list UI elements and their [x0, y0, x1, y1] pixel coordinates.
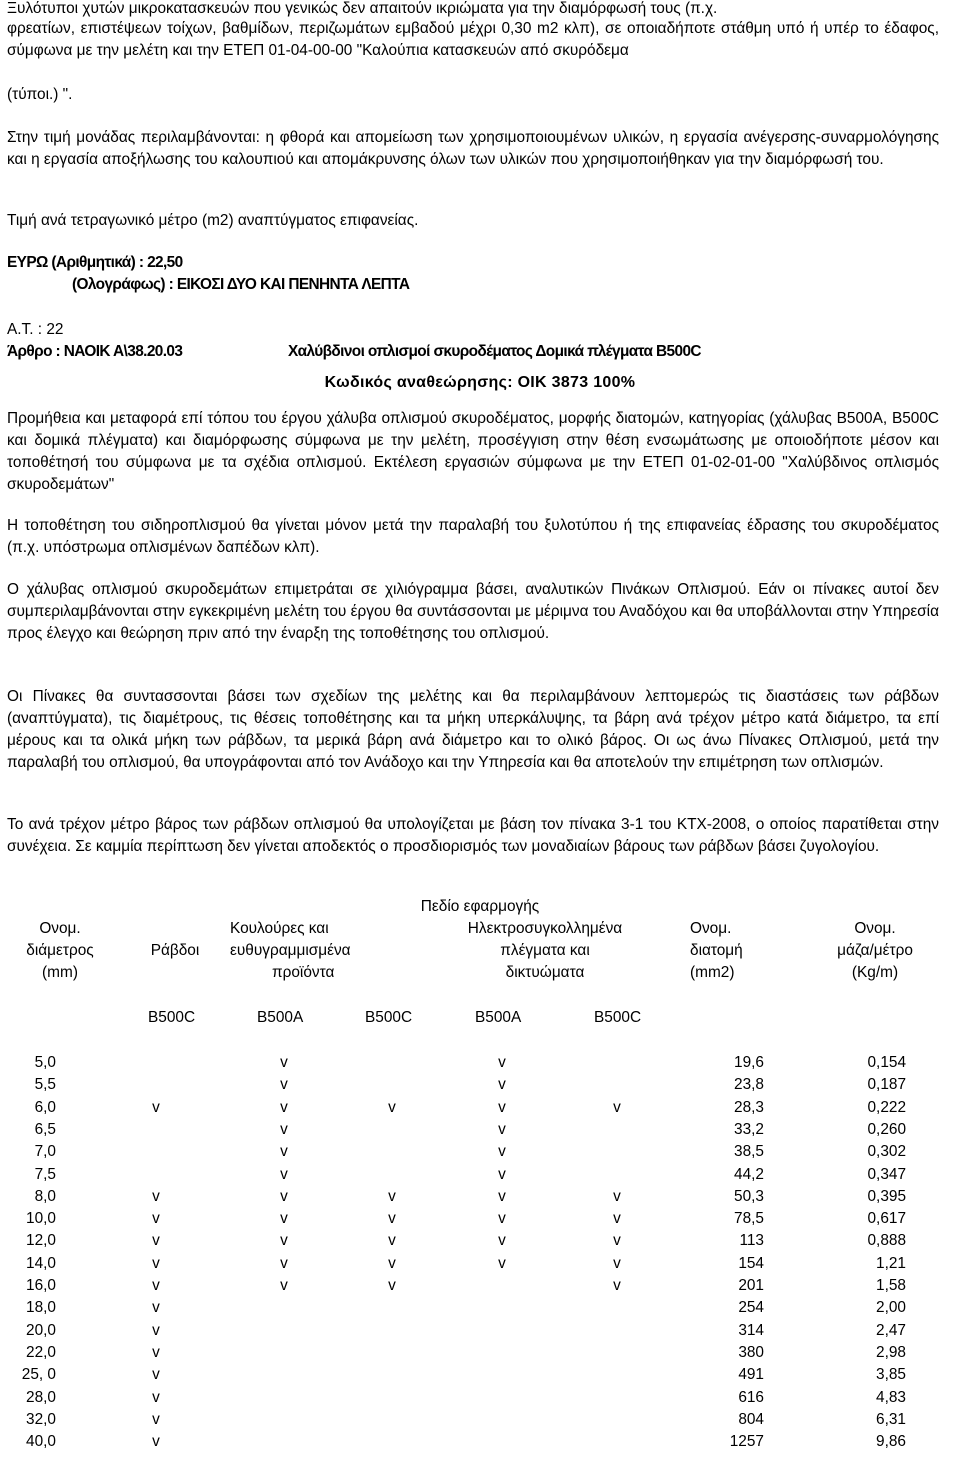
- table-row: [0, 1364, 960, 1386]
- body-paragraph-4: Οι Πίνακες θα συντασσονται βάσει των σχεδίων της μελέτης και θα περιλαμβάνουν λεπτομερώς τις διαστάσεις των ράβδων (αναπτύγματα), τις διαμέτρους, τις θέσεις τοποθέτησης και τα μήκη υπερκάλυψης, τα βάρη ανά τρέχον μέτρο κατά διάμετρο, τα επί μέρους και τα ολικά μήκη των ράβδων, τα μερικά βάρη ανά διάμετρο και το ολικό βάρος. Οι ως άνω Πίνακες Οπλισμού, μετά την παραλαβή του οπλισμού, θα υπογράφονται από τον Ανάδοχο και την Υπηρεσία και θα αποτελούν την επιμέτρηση των οπλισμών.: [7, 688, 939, 771]
- table-row: [0, 1164, 960, 1186]
- cell-mesh-b500a: v: [498, 1232, 506, 1250]
- cell-mass: 4,83: [876, 1388, 906, 1406]
- cell-mass: 0,347: [867, 1165, 906, 1183]
- cell-coils-b500c: v: [388, 1232, 396, 1250]
- grade-bars-b500c: B500C: [148, 1009, 196, 1026]
- cell-area: 380: [738, 1343, 764, 1361]
- table-row: [0, 1052, 960, 1074]
- header-mass: Ονομ. μάζα/μέτρο (Kg/m): [837, 920, 913, 981]
- intro-paragraph: φρεατίων, επιστέψεων τοίχων, βαθμίδων, περιζωμάτων εμβαδού μέχρι 0,30 m2 κλπ), σε οποιαδήποτε στάθμη υπό ή υπέρ το έδαφος, σύμφωνα με την μελέτη και την ΕΤΕΠ 01-04-00-00 "Καλούπια κατασκευών από σκυρόδεμα: [7, 20, 939, 59]
- table-row: [0, 1409, 960, 1431]
- grade-coils-b500a: B500A: [257, 1009, 304, 1026]
- cell-bars-b500c: v: [152, 1388, 160, 1406]
- cell-bars-b500c: v: [152, 1410, 160, 1428]
- cell-bars-b500c: v: [152, 1277, 160, 1294]
- cell-mesh-b500a: v: [498, 1254, 506, 1272]
- cell-diameter: 16,0: [26, 1277, 56, 1294]
- grade-mesh-b500a: B500A: [475, 1009, 522, 1026]
- cell-bars-b500c: v: [152, 1433, 160, 1451]
- article-title: Χαλύβδινοι οπλισμοί σκυροδέματος Δομικά πλέγματα B500C: [288, 343, 701, 360]
- body-paragraph-2: Η τοποθέτηση του σιδηροπλισμού θα γίνεται μόνον μετά την παραλαβή του ξυλοτύπου ή της επιφανείας έδρασης του σκυροδέματος (π.χ. υπόστρωμα οπλισμένων δαπέδων κλπ).: [7, 517, 939, 556]
- cell-diameter: 14,0: [26, 1254, 56, 1272]
- cell-coils-b500a: v: [280, 1254, 288, 1272]
- cell-area: 78,5: [734, 1210, 764, 1228]
- cell-diameter: 20,0: [26, 1321, 56, 1339]
- table-row: [0, 1431, 960, 1453]
- cell-area: 314: [738, 1321, 764, 1339]
- cell-mass: 2,98: [876, 1343, 906, 1361]
- cell-diameter: 7,5: [34, 1165, 56, 1183]
- cell-diameter: 6,0: [34, 1098, 56, 1116]
- cell-bars-b500c: v: [152, 1187, 160, 1205]
- cell-coils-b500a: v: [280, 1277, 288, 1294]
- cell-mass: 0,222: [867, 1098, 906, 1116]
- cell-diameter: 28,0: [26, 1388, 56, 1406]
- cell-area: 23,8: [734, 1076, 764, 1094]
- cell-bars-b500c: v: [152, 1366, 160, 1384]
- article-at: Α.Τ. : 22: [7, 321, 64, 338]
- cell-area: 33,2: [734, 1120, 764, 1138]
- grades-row: [0, 1007, 960, 1029]
- intro-line: Ξυλότυποι χυτών μικροκατασκευών που γενικώς δεν απαιτούν ικριώματα για την διαμόρφωσή τους (π.χ.: [7, 0, 718, 17]
- cell-area: 201: [738, 1277, 764, 1294]
- table-row: [0, 1275, 960, 1297]
- cell-bars-b500c: v: [152, 1098, 160, 1116]
- cell-area: 38,5: [734, 1143, 764, 1161]
- table-row: [0, 1119, 960, 1141]
- cell-coils-b500a: v: [280, 1098, 288, 1116]
- cell-coils-b500a: v: [280, 1165, 288, 1183]
- cell-diameter: 22,0: [26, 1343, 56, 1361]
- cell-diameter: 18,0: [26, 1299, 56, 1317]
- cell-coils-b500c: v: [388, 1277, 396, 1294]
- table-row: [0, 1141, 960, 1163]
- cell-area: 113: [739, 1232, 764, 1250]
- table-row: [0, 1387, 960, 1409]
- intro-paragraph-end: (τύποι.) ".: [7, 86, 73, 103]
- revision-code: Κωδικός αναθεώρησης: ΟΙΚ 3873 100%: [324, 374, 636, 391]
- cell-coils-b500a: v: [280, 1232, 288, 1250]
- table-row: [0, 1230, 960, 1252]
- table-row: [0, 1297, 960, 1319]
- cell-mesh-b500a: v: [498, 1054, 506, 1071]
- table-scope-header: Πεδίο εφαρμογής: [420, 898, 540, 915]
- cell-diameter: 32,0: [26, 1410, 56, 1428]
- cell-mass: 9,86: [876, 1433, 906, 1451]
- cell-coils-b500a: v: [280, 1143, 288, 1161]
- body-paragraph-5: Το ανά τρέχον μέτρο βάρος των ράβδων οπλισμού θα υπολογίζεται με βάση τον πίνακα 3-1 του ΚΤΧ-2008, ο οποίος παρατίθεται στην συνέχεια. Σε καμμία περίπτωση δεν γίνεται αποδεκτός ο προσδιορισμός των μοναδιαίων βάρους των ράβδων βάσει ζυγολογίου.: [7, 816, 939, 855]
- cell-diameter: 6,5: [34, 1120, 56, 1138]
- cell-mass: 1,21: [876, 1254, 906, 1272]
- cell-mass: 1,58: [876, 1277, 906, 1294]
- header-diameter: Ονομ. διάμετρος (mm): [26, 920, 94, 981]
- header-bars: Ράβδοι: [150, 942, 200, 959]
- cell-mass: 0,187: [867, 1076, 906, 1094]
- cell-mesh-b500a: v: [498, 1098, 506, 1116]
- cell-area: 19,6: [734, 1054, 764, 1071]
- cell-bars-b500c: v: [152, 1254, 160, 1272]
- cell-area: 254: [738, 1299, 764, 1317]
- price-numeric: ΕΥΡΩ (Αριθμητικά) : 22,50: [7, 254, 183, 271]
- cell-area: 28,3: [734, 1098, 764, 1116]
- cell-mesh-b500c: v: [613, 1187, 621, 1205]
- cell-mass: 3,85: [876, 1366, 906, 1384]
- cell-mesh-b500c: v: [613, 1277, 621, 1294]
- table-row: [0, 1208, 960, 1230]
- cell-mass: 0,617: [867, 1210, 906, 1228]
- cell-bars-b500c: v: [152, 1299, 160, 1317]
- cell-coils-b500a: v: [280, 1210, 288, 1228]
- table-row: [0, 1097, 960, 1119]
- cell-coils-b500a: v: [280, 1076, 288, 1094]
- table-row: [0, 1074, 960, 1096]
- cell-coils-b500c: v: [388, 1210, 396, 1228]
- table-row: [0, 1186, 960, 1208]
- cell-diameter: 7,0: [34, 1143, 56, 1161]
- cell-mesh-b500a: v: [498, 1143, 506, 1161]
- unit-measure: Τιμή ανά τετραγωνικό μέτρο (m2) αναπτύγματος επιφανείας.: [7, 212, 419, 229]
- cell-mesh-b500c: v: [613, 1210, 621, 1228]
- cell-bars-b500c: v: [152, 1343, 160, 1361]
- cell-mesh-b500a: v: [498, 1187, 506, 1205]
- header-mesh: Ηλεκτροσυγκολλημένα πλέγματα και δικτυώματα: [467, 920, 623, 981]
- cell-area: 50,3: [734, 1187, 764, 1205]
- cell-diameter: 5,0: [34, 1054, 56, 1071]
- cell-coils-b500a: v: [280, 1187, 288, 1205]
- cell-area: 804: [738, 1410, 764, 1428]
- cell-mesh-b500a: v: [498, 1120, 506, 1138]
- cell-mesh-b500c: v: [613, 1254, 621, 1272]
- cell-coils-b500c: v: [388, 1098, 396, 1116]
- header-area: Ονομ. διατομή (mm2): [690, 920, 743, 981]
- header-coils: Κουλούρες και ευθυγραμμισμένα προϊόντα: [230, 920, 351, 981]
- body-paragraph-3: Ο χάλυβας οπλισμού σκυροδεμάτων επιμετράται σε χιλιόγραμμα βάσει, αναλυτικών Πινάκων Οπλισμού. Εάν οι πίνακες αυτοί δεν συμπεριλαμβάνονται στην εγκεκριμένη μελέτη του έργου θα συντάσσονται με μέριμνα του Αναδόχου και θα υποβάλλονται στην Υπηρεσία προς έλεγχο και θεώρηση πριν από την έναρξη της τοποθέτησης του οπλισμού.: [7, 581, 939, 642]
- cell-mass: 2,00: [876, 1299, 906, 1317]
- cell-diameter: 40,0: [26, 1433, 56, 1451]
- cell-mass: 2,47: [876, 1321, 906, 1339]
- cell-mass: 0,260: [867, 1120, 906, 1138]
- cell-mass: 0,154: [867, 1054, 906, 1071]
- cell-coils-b500c: v: [388, 1254, 396, 1272]
- grade-coils-b500c: B500C: [365, 1009, 413, 1026]
- unit-price-description: Στην τιμή μονάδας περιλαμβάνονται: η φθορά και απομείωση των χρησιμοποιουμένων υλικών, η εργασία ανέγερσης-συναρμολόγησης και η εργασία αποξήλωσης του καλουπιού και απομάκρυνσης όλων των υλικών που χρησιμοποιήθηκαν για την διαμόρφωσή του.: [7, 129, 939, 168]
- cell-coils-b500c: v: [388, 1187, 396, 1205]
- cell-mass: 0,302: [867, 1143, 906, 1161]
- cell-mesh-b500a: v: [498, 1076, 506, 1094]
- cell-bars-b500c: v: [152, 1210, 160, 1228]
- cell-mesh-b500a: v: [498, 1210, 506, 1228]
- body-paragraph-1: Προμήθεια και μεταφορά επί τόπου του έργου χάλυβα οπλισμού σκυροδέματος, μορφής διατομών, κατηγορίας (χάλυβας B500A, B500C και δομικά πλέγματα) και διαμόρφωσης σύμφωνα με την μελέτη, προσέγγιση στην θέση ενσωμάτωσης με οποιοδήποτε μέσον και τοποθέτησή του σύμφωνα με τα σχέδια οπλισμού. Εκτέλεση εργασιών σύμφωνα με την ΕΤΕΠ 01-02-01-00 "Χαλύβδινος οπλισμός σκυροδεμάτων": [7, 410, 939, 493]
- cell-area: 154: [738, 1254, 764, 1272]
- cell-diameter: 25, 0: [21, 1366, 56, 1384]
- cell-diameter: 5,5: [34, 1076, 56, 1094]
- cell-mass: 0,888: [867, 1232, 906, 1250]
- cell-diameter: 12,0: [26, 1232, 56, 1250]
- cell-bars-b500c: v: [152, 1321, 160, 1339]
- article-code: Άρθρο : ΝΑΟΙΚ Α\38.20.03: [7, 343, 183, 360]
- table-row: [0, 1342, 960, 1364]
- cell-coils-b500a: v: [280, 1120, 288, 1138]
- cell-diameter: 10,0: [26, 1210, 56, 1228]
- cell-area: 491: [738, 1366, 764, 1384]
- price-words: (Ολογράφως) : ΕΙΚΟΣΙ ΔΥΟ ΚΑΙ ΠΕΝΗΝΤΑ ΛΕΠΤΑ: [72, 276, 410, 293]
- cell-area: 44,2: [734, 1165, 764, 1183]
- cell-bars-b500c: v: [152, 1232, 160, 1250]
- table-row: [0, 1320, 960, 1342]
- cell-mesh-b500c: v: [613, 1232, 621, 1250]
- table-row: [0, 1253, 960, 1275]
- cell-coils-b500a: v: [280, 1054, 288, 1071]
- cell-area: 1257: [729, 1433, 764, 1451]
- grade-mesh-b500c: B500C: [594, 1009, 642, 1026]
- cell-mesh-b500a: v: [498, 1165, 506, 1183]
- cell-mass: 6,31: [876, 1410, 906, 1428]
- cell-mass: 0,395: [867, 1187, 906, 1205]
- cell-diameter: 8,0: [34, 1187, 56, 1205]
- cell-area: 616: [738, 1388, 764, 1406]
- cell-mesh-b500c: v: [613, 1098, 621, 1116]
